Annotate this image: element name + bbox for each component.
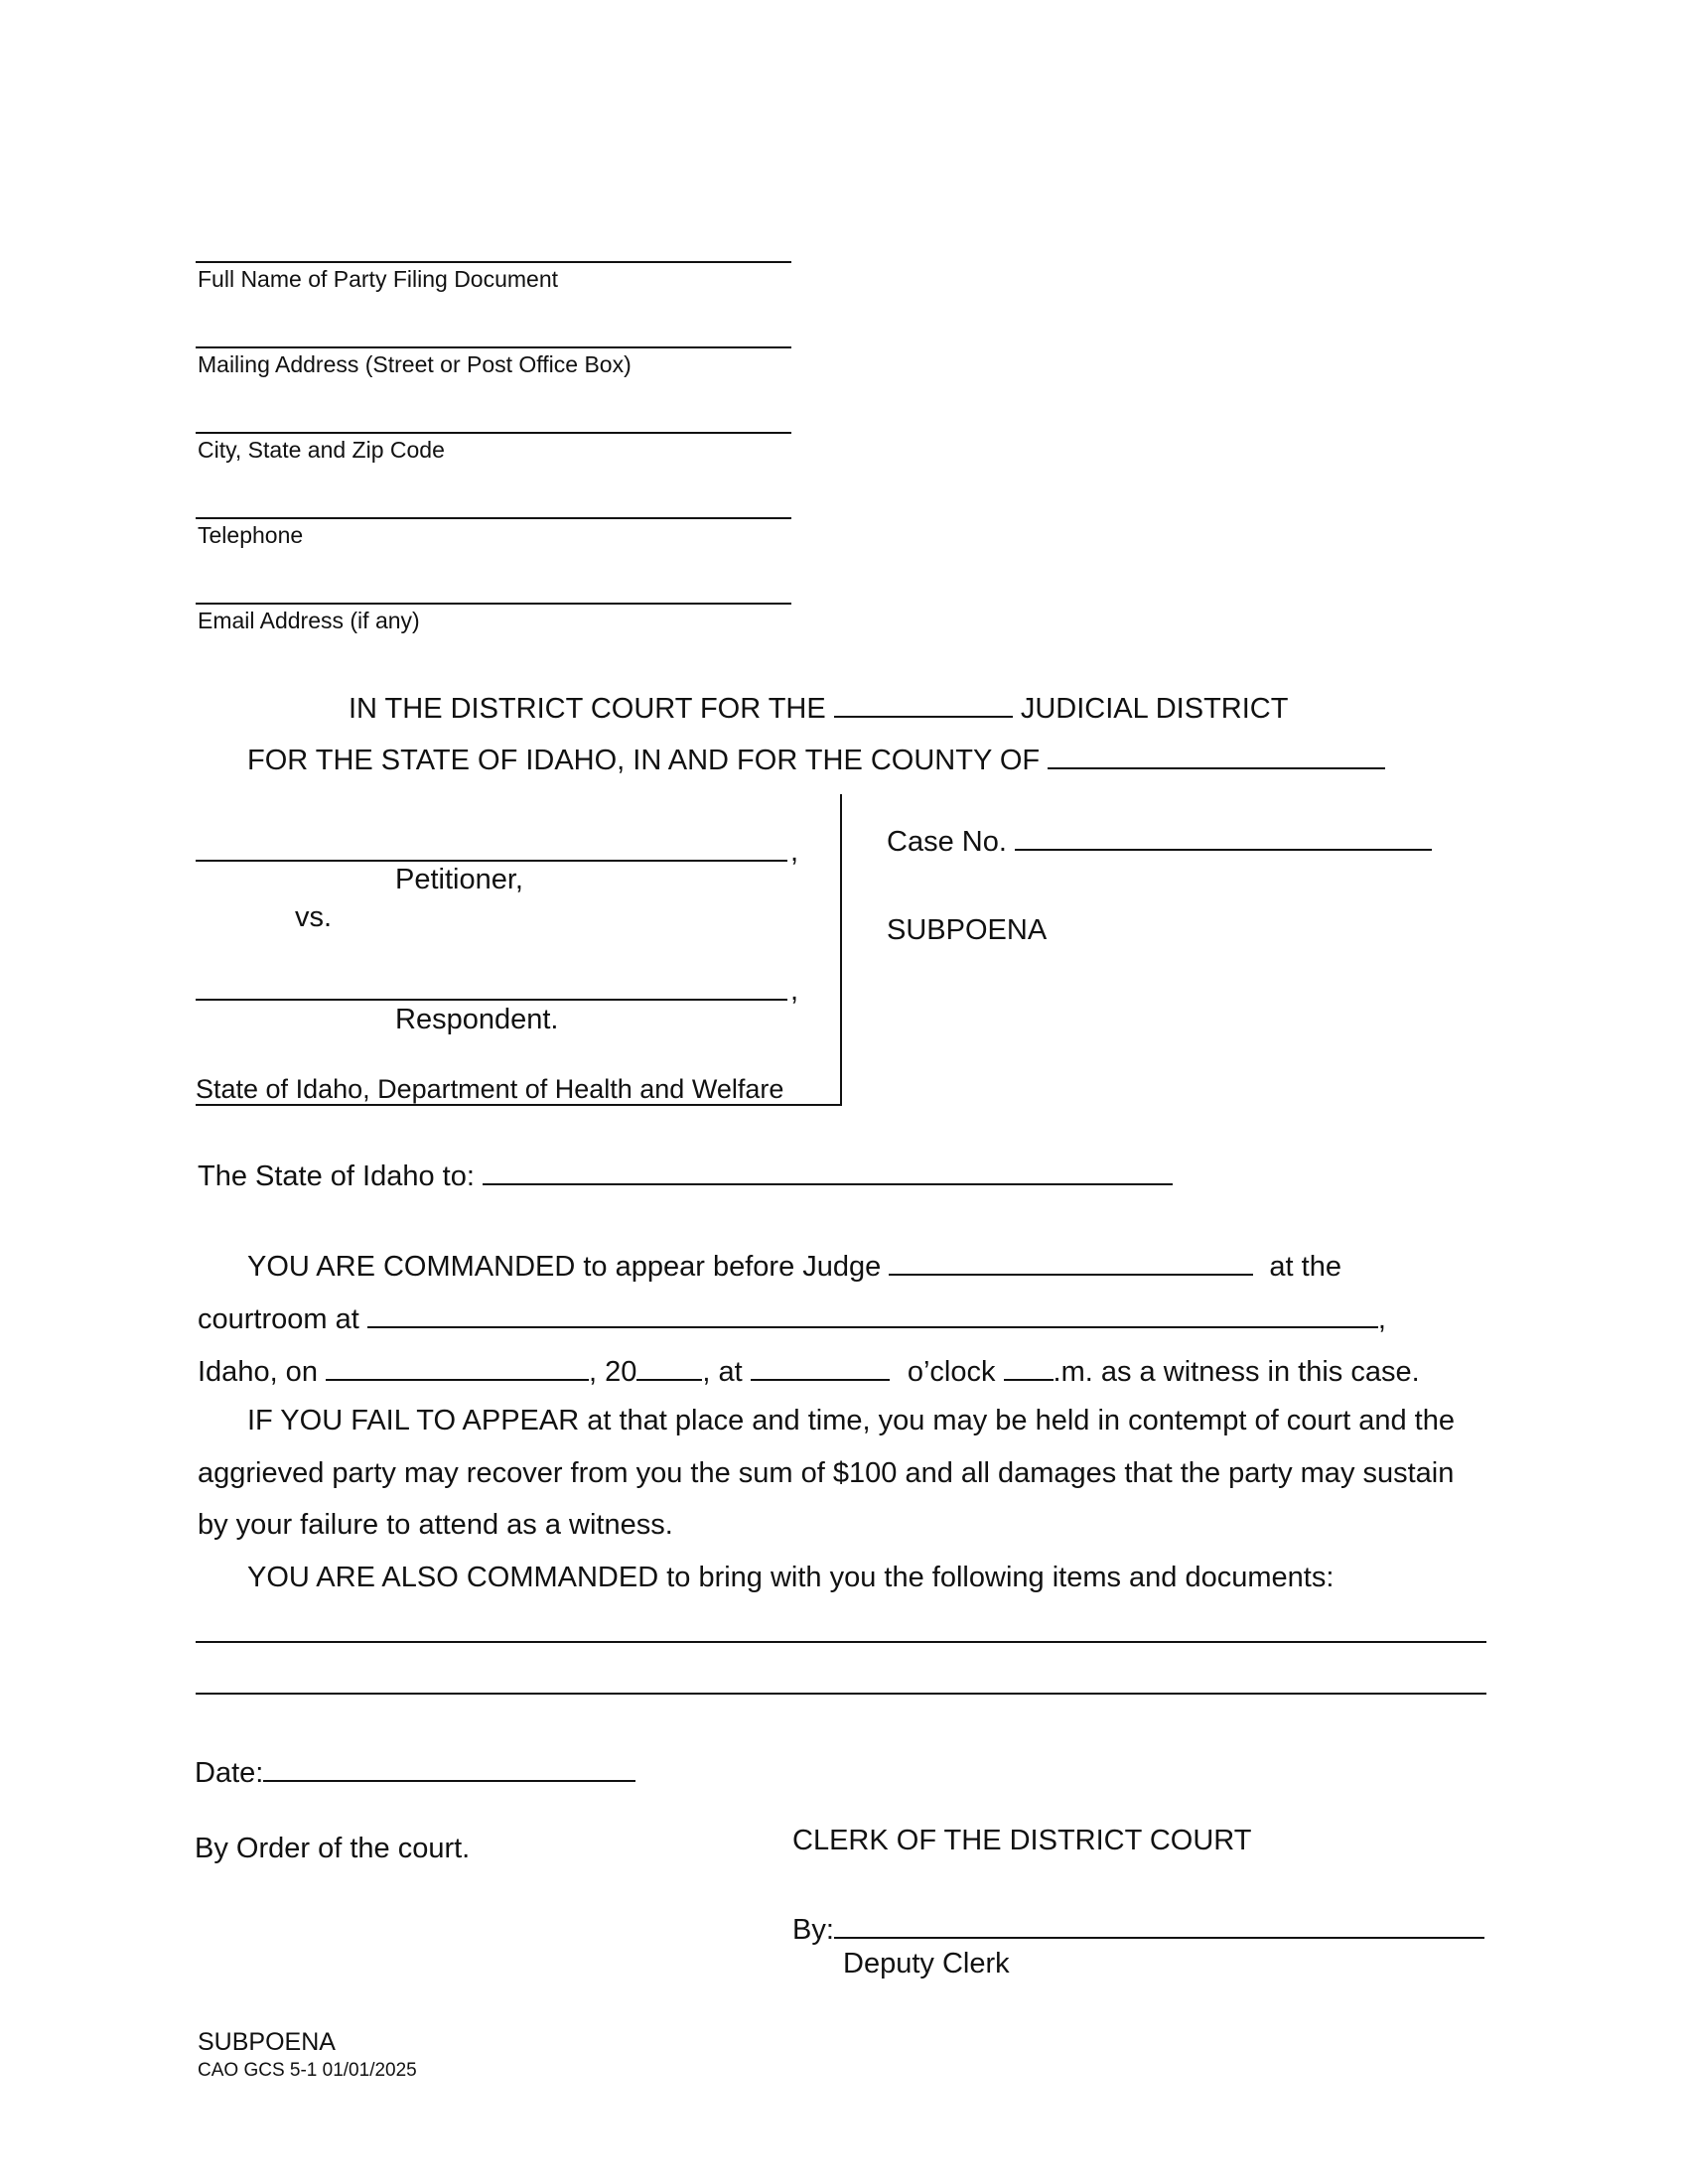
court-header-line1 xyxy=(349,690,1288,726)
oclock-text: o’clock xyxy=(907,1356,996,1388)
courtroom-row xyxy=(198,1300,1386,1336)
footer-form-code: CAO GCS 5-1 01/01/2025 xyxy=(198,2060,417,2081)
by-order-text: By Order of the court. xyxy=(195,1833,471,1864)
am-pm-field[interactable] xyxy=(1004,1353,1054,1381)
commanded-text: YOU ARE COMMANDED to appear before Judge xyxy=(247,1251,882,1283)
telephone-field[interactable] xyxy=(196,517,791,519)
city-state-zip-label: City, State and Zip Code xyxy=(198,437,445,463)
at-text: , at xyxy=(702,1356,743,1388)
city-state-zip-field[interactable] xyxy=(196,432,791,434)
county-field[interactable] xyxy=(1048,742,1385,769)
date-time-row xyxy=(198,1353,1420,1389)
witness-name-field[interactable] xyxy=(483,1158,1173,1185)
email-field[interactable] xyxy=(196,603,791,605)
full-name-label: Full Name of Party Filing Document xyxy=(198,266,559,292)
case-number-label: Case No. xyxy=(887,826,1007,858)
court-header-line2-text: FOR THE STATE OF IDAHO, IN AND FOR THE COUNTY OF xyxy=(247,745,1041,776)
time-field[interactable] xyxy=(751,1353,890,1381)
appearance-date-field[interactable] xyxy=(326,1353,589,1381)
respondent-name-field[interactable] xyxy=(196,999,787,1001)
clerk-title: CLERK OF THE DISTRICT COURT xyxy=(792,1825,1252,1856)
respondent-label: Respondent. xyxy=(395,1004,559,1035)
commanded-row xyxy=(247,1248,1341,1284)
judicial-district-field[interactable] xyxy=(834,690,1013,718)
document-title: SUBPOENA xyxy=(887,914,1048,946)
courtroom-comma: , xyxy=(1377,1303,1386,1335)
signature-date-field[interactable] xyxy=(263,1754,635,1782)
witness-text: .m. as a witness in this case. xyxy=(1053,1356,1420,1388)
idaho-on-text: Idaho, on xyxy=(198,1356,318,1388)
petitioner-comma: , xyxy=(790,836,799,868)
fail-line-1: IF YOU FAIL TO APPEAR at that place and time, you may be held in contempt of court and the xyxy=(247,1405,1455,1436)
respondent-comma: , xyxy=(790,975,799,1007)
telephone-label: Telephone xyxy=(198,522,304,548)
email-label: Email Address (if any) xyxy=(198,608,420,633)
year-prefix-text: , 20 xyxy=(589,1356,637,1388)
fail-line-2: aggrieved party may recover from you the sum of $100 and all damages that the party may sustain xyxy=(198,1457,1455,1489)
petitioner-label: Petitioner, xyxy=(395,864,523,895)
courtroom-at-text: courtroom at xyxy=(198,1303,359,1335)
fail-line-3: by your failure to attend as a witness. xyxy=(198,1509,673,1541)
state-to-label: The State of Idaho to: xyxy=(198,1160,475,1192)
items-documents-line-2[interactable] xyxy=(196,1693,1486,1695)
by-label: By: xyxy=(792,1914,834,1946)
footer-form-title: SUBPOENA xyxy=(198,2028,336,2056)
case-number-row xyxy=(887,823,1432,859)
court-header-line1-pre: IN THE DISTRICT COURT FOR THE xyxy=(349,693,826,725)
versus-label: vs. xyxy=(295,901,333,933)
date-label: Date: xyxy=(195,1757,264,1789)
state-to-row xyxy=(198,1158,1173,1193)
year-field[interactable] xyxy=(636,1353,702,1381)
caption-bottom-rule xyxy=(196,1104,841,1106)
full-name-field[interactable] xyxy=(196,261,791,263)
court-header-line1-post: JUDICIAL DISTRICT xyxy=(1020,693,1289,725)
by-row xyxy=(792,1911,1484,1947)
mailing-address-label: Mailing Address (Street or Post Office Box) xyxy=(198,351,632,377)
case-number-field[interactable] xyxy=(1015,823,1432,851)
items-documents-line-1[interactable] xyxy=(196,1641,1486,1643)
also-commanded-text: YOU ARE ALSO COMMANDED to bring with you the following items and documents: xyxy=(247,1562,1335,1593)
mailing-address-field[interactable] xyxy=(196,346,791,348)
date-row xyxy=(195,1754,635,1790)
deputy-clerk-label: Deputy Clerk xyxy=(843,1948,1010,1979)
courtroom-location-field[interactable] xyxy=(367,1300,1378,1328)
judge-name-field[interactable] xyxy=(889,1248,1253,1276)
clerk-signature-field[interactable] xyxy=(834,1911,1484,1939)
agency-label: State of Idaho, Department of Health and Welfare xyxy=(196,1074,784,1104)
at-the-text: at the xyxy=(1269,1251,1341,1283)
court-header-line2 xyxy=(247,742,1385,777)
caption-divider xyxy=(840,794,842,1106)
petitioner-name-field[interactable] xyxy=(196,860,787,862)
